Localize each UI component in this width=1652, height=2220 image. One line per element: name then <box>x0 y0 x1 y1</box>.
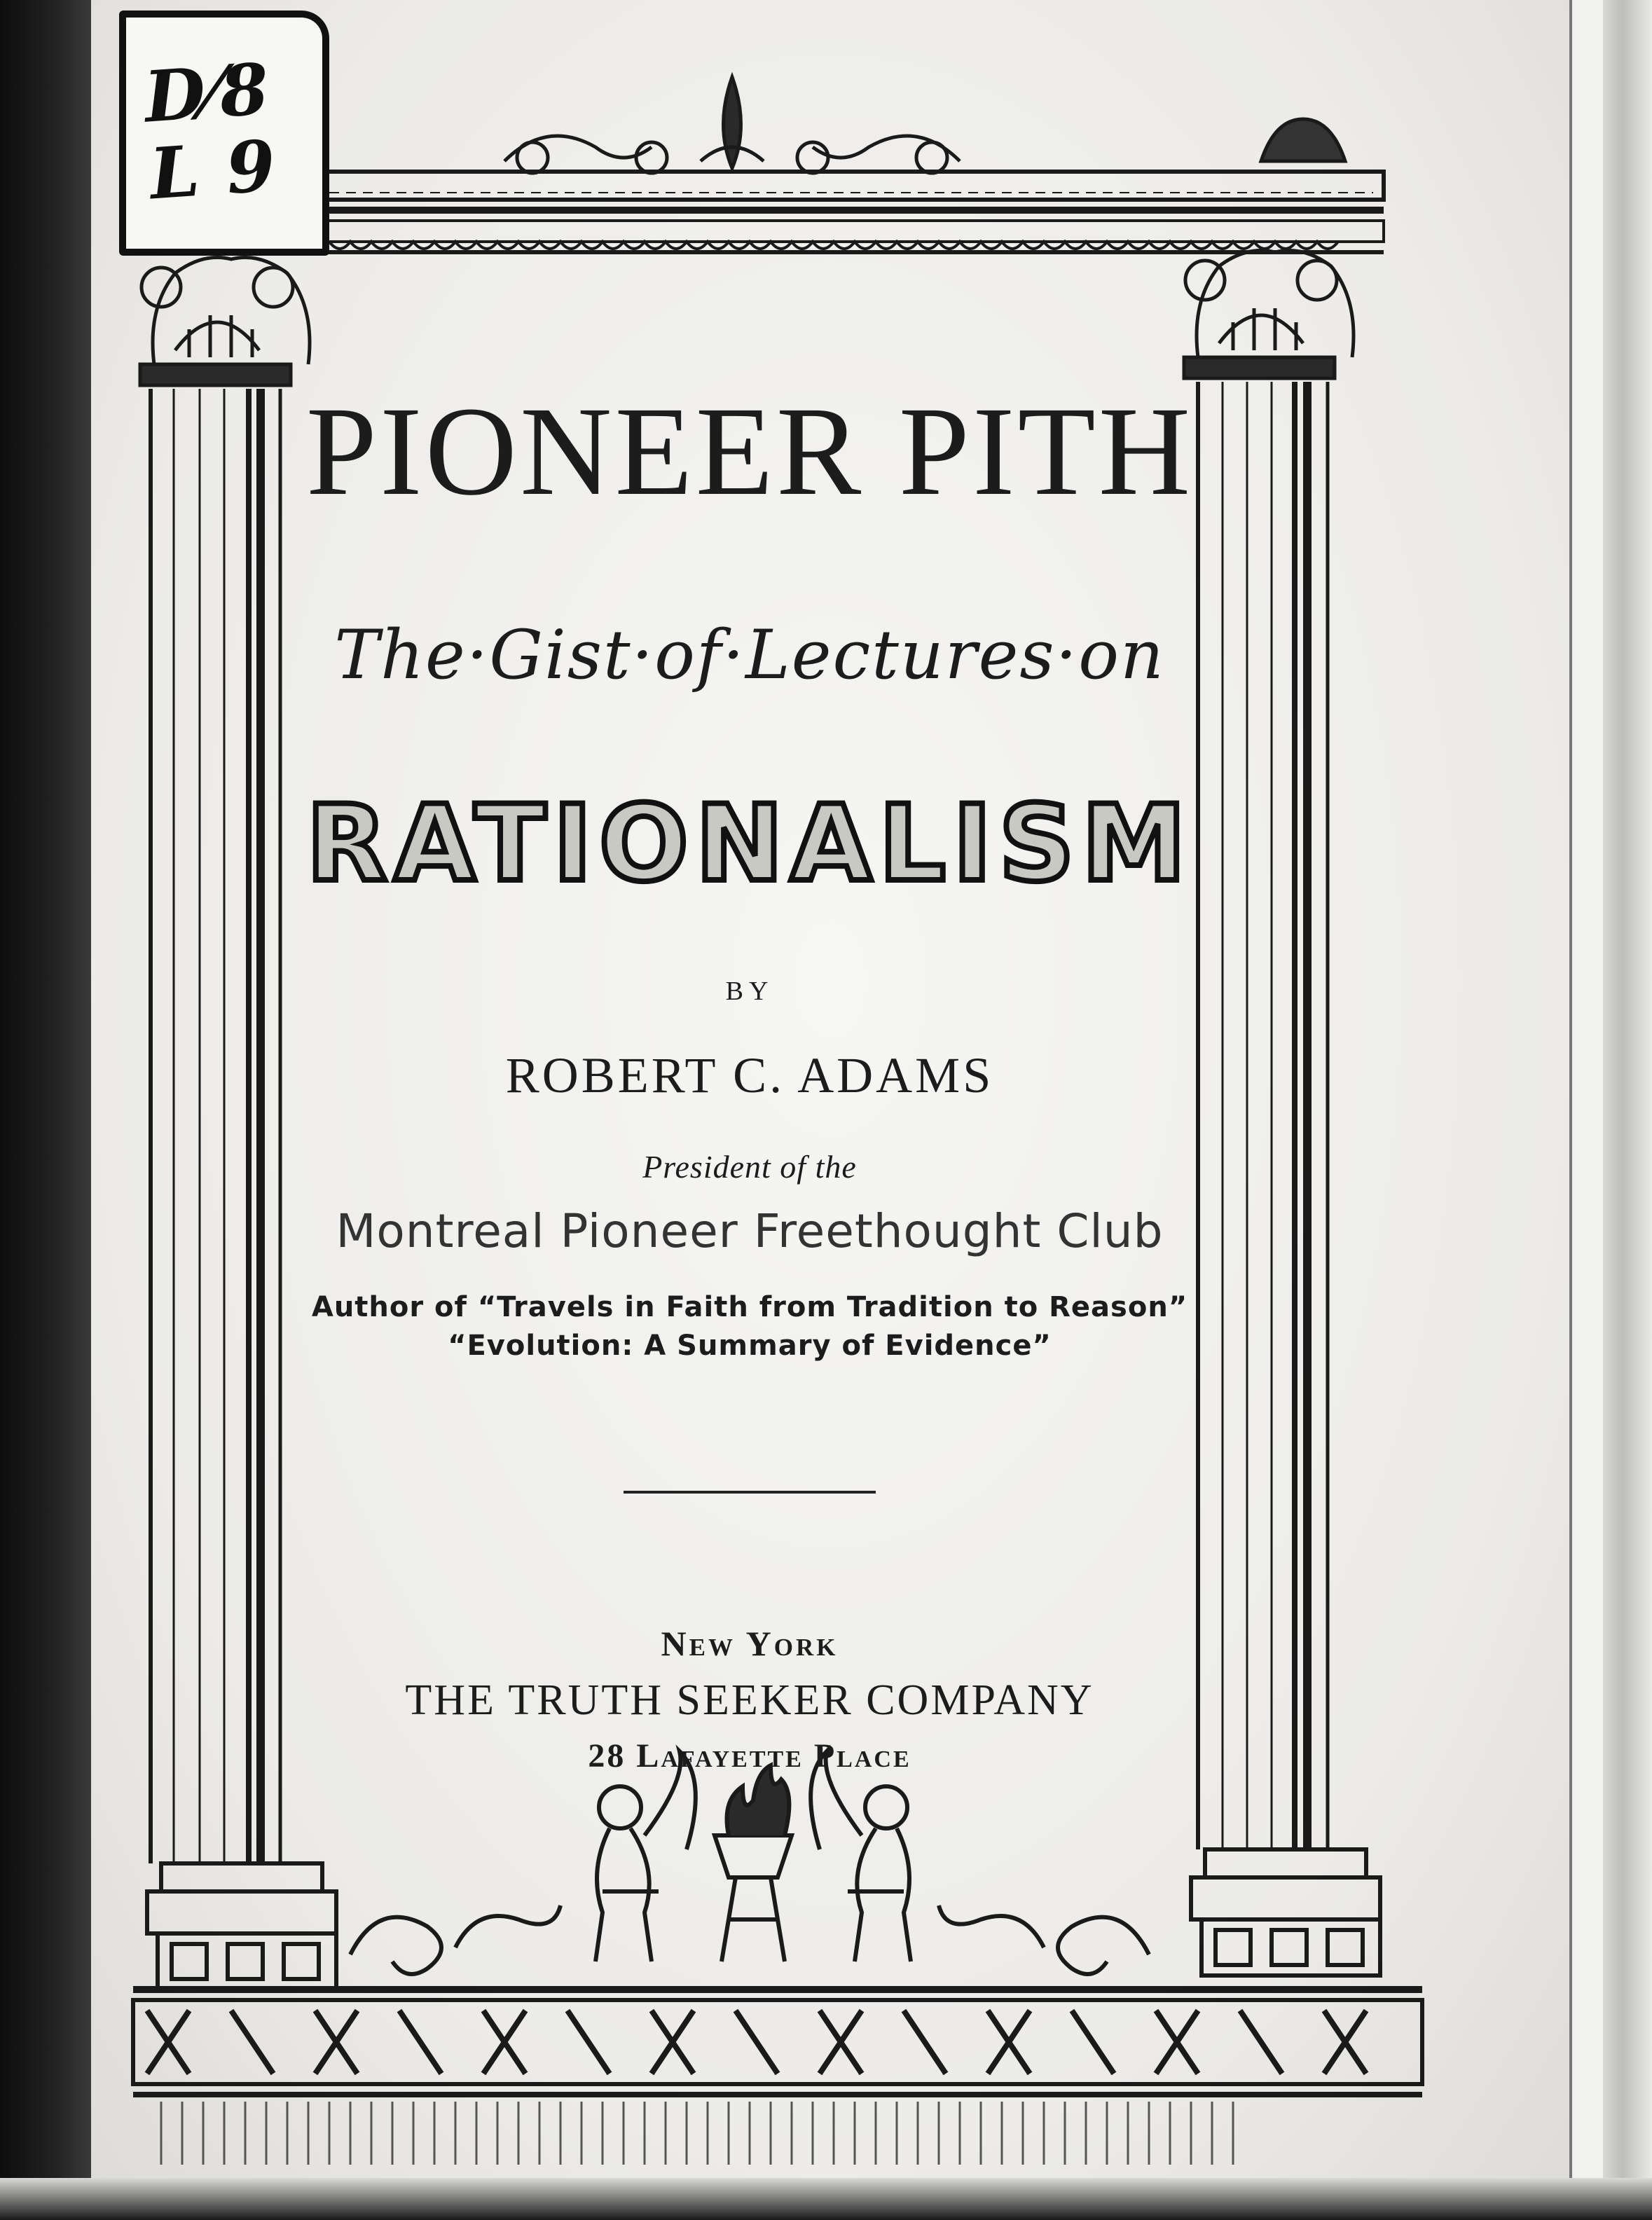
left-column-shaft <box>151 389 280 1863</box>
right-column-capital <box>1184 251 1354 379</box>
handwritten-call-number: D⁄8 L 9 <box>142 47 280 216</box>
by-label: BY <box>725 977 774 1006</box>
publisher-address: 28 Lafayette Place <box>588 1737 911 1774</box>
top-cornice <box>308 172 1384 252</box>
library-call-number-label <box>119 11 329 256</box>
author-role: President of the <box>642 1149 857 1185</box>
publisher-city: New York <box>661 1624 839 1663</box>
other-works-line-2: “Evolution: A Summary of Evidence” <box>448 1330 1052 1362</box>
club-name: Montreal Pioneer Freethought Club <box>336 1204 1164 1258</box>
main-subject-word: RATIONALISM <box>306 783 1193 905</box>
right-column-shaft <box>1198 382 1328 1849</box>
book-subtitle: The·Gist·of·Lectures·on <box>334 616 1165 694</box>
bottom-ornament <box>350 1751 1149 1974</box>
publisher-name: THE TRUTH SEEKER COMPANY <box>405 1676 1094 1724</box>
bottom-frieze <box>133 1990 1422 2165</box>
author-name: ROBERT C. ADAMS <box>505 1047 994 1103</box>
top-crest <box>504 77 1345 173</box>
other-works-line-1: Author of “Travels in Faith from Tradition to Reason” <box>311 1291 1188 1323</box>
divider-rule <box>624 1491 876 1494</box>
left-column-capital <box>140 258 310 386</box>
book-title: PIONEER PITH <box>305 381 1194 522</box>
